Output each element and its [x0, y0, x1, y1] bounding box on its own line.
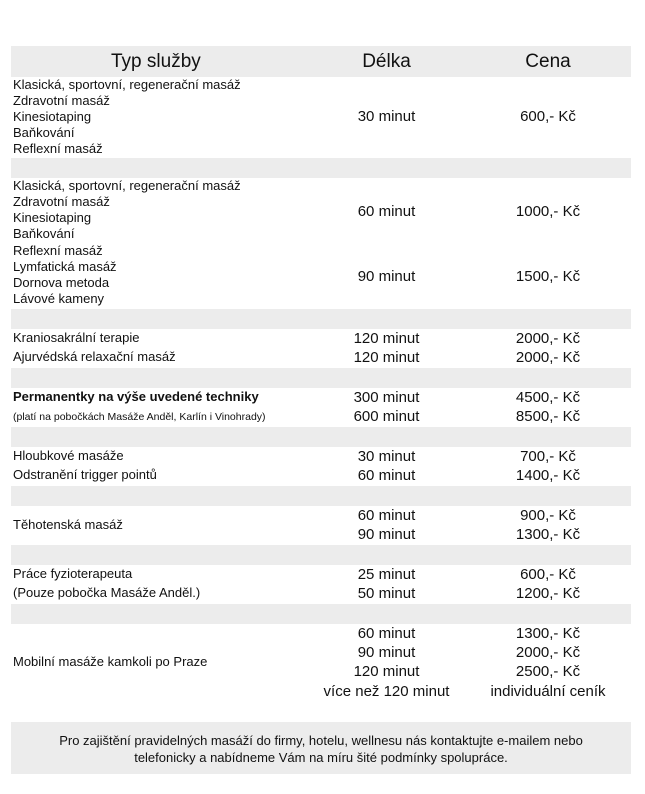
row-separator [11, 486, 631, 506]
length-value: 120 minut [353, 663, 420, 680]
length-value: 60 minut [357, 507, 416, 524]
row-separator [11, 368, 631, 388]
price-value: individuální ceník [490, 683, 606, 700]
price-value: 600,- Kč [520, 566, 576, 583]
price-value: 1400,- Kč [515, 467, 581, 484]
price-block-6 [11, 506, 631, 545]
price-table [11, 46, 631, 704]
length-value: 50 minut [357, 585, 416, 602]
service-label: Práce fyzioterapeuta [13, 566, 133, 581]
table-header [11, 46, 631, 77]
row-separator [11, 309, 631, 329]
service-label: Kraniosakrální terapie [13, 330, 140, 345]
service-note: (Pouze pobočka Masáže Anděl.) [13, 585, 201, 600]
price-block-8 [11, 624, 631, 704]
price-value: 4500,- Kč [515, 389, 581, 406]
price-value: 2500,- Kč [515, 663, 581, 680]
service-label: Lymfatická masáž [13, 259, 117, 274]
length-value: 60 minut [357, 203, 416, 220]
service-label: Kinesiotaping [13, 210, 92, 225]
length-value: 30 minut [357, 448, 416, 465]
row-separator [11, 604, 631, 624]
price-value: 1200,- Kč [515, 585, 581, 602]
service-label: Těhotenská masáž [13, 517, 123, 532]
service-label: Zdravotní masáž [13, 93, 110, 108]
row-separator [11, 158, 631, 178]
price-value: 1300,- Kč [515, 526, 581, 543]
price-value: 2000,- Kč [515, 330, 581, 347]
length-value: 90 minut [357, 644, 416, 661]
price-block-3 [11, 329, 631, 368]
length-value: 600 minut [353, 408, 420, 425]
length-value: 300 minut [353, 389, 420, 406]
price-value: 2000,- Kč [515, 349, 581, 366]
price-value: 700,- Kč [520, 448, 576, 465]
price-value: 900,- Kč [520, 507, 576, 524]
footer-line-1: Pro zajištění pravidelných masáží do firmy, hotelu, wellnesu nás kontaktujte e-mailem nebo [59, 733, 583, 748]
service-label: Reflexní masáž [13, 141, 103, 156]
length-value: více než 120 minut [323, 683, 450, 700]
service-label: Hloubkové masáže [13, 448, 124, 463]
service-label: Lávové kameny [13, 291, 105, 306]
price-value: 1300,- Kč [515, 625, 581, 642]
price-value: 1500,- Kč [515, 268, 581, 285]
header-length: Délka [362, 51, 411, 72]
length-value: 120 minut [353, 349, 420, 366]
length-value: 25 minut [357, 566, 416, 583]
pass-note: (platí na pobočkách Masáže Anděl, Karlín i Vinohrady) [13, 411, 266, 423]
service-label: Klasická, sportovní, regenerační masáž [13, 178, 241, 193]
pass-title: Permanentky na výše uvedené techniky [13, 389, 259, 404]
row-separator [11, 545, 631, 565]
price-value: 600,- Kč [520, 108, 576, 125]
service-label: Baňkování [13, 226, 75, 241]
row-separator [11, 427, 631, 447]
price-value: 1000,- Kč [515, 203, 581, 220]
service-label: Klasická, sportovní, regenerační masáž [13, 77, 241, 92]
service-label: Ajurvédská relaxační masáž [13, 349, 176, 364]
price-value: 8500,- Kč [515, 408, 581, 425]
price-block-5 [11, 447, 631, 486]
service-label: Baňkování [13, 125, 75, 140]
header-type: Typ služby [111, 51, 201, 72]
length-value: 60 minut [357, 625, 416, 642]
service-label: Zdravotní masáž [13, 194, 110, 209]
length-value: 60 minut [357, 467, 416, 484]
length-value: 120 minut [353, 330, 420, 347]
footer-line-2: telefonicky a nabídneme Vám na míru šité podmínky spolupráce. [134, 750, 508, 765]
price-block-1 [11, 77, 631, 158]
header-price: Cena [525, 51, 571, 72]
service-label: Reflexní masáž [13, 243, 103, 258]
price-block-4 [11, 388, 631, 427]
service-label: Odstranění trigger pointů [13, 467, 157, 482]
length-value: 90 minut [357, 268, 416, 285]
contact-footer [11, 722, 631, 774]
price-block-2 [11, 178, 631, 309]
service-label: Dornova metoda [13, 275, 110, 290]
price-block-7 [11, 565, 631, 604]
length-value: 30 minut [357, 108, 416, 125]
price-value: 2000,- Kč [515, 644, 581, 661]
service-label: Kinesiotaping [13, 109, 92, 124]
length-value: 90 minut [357, 526, 416, 543]
service-label: Mobilní masáže kamkoli po Praze [13, 654, 208, 669]
